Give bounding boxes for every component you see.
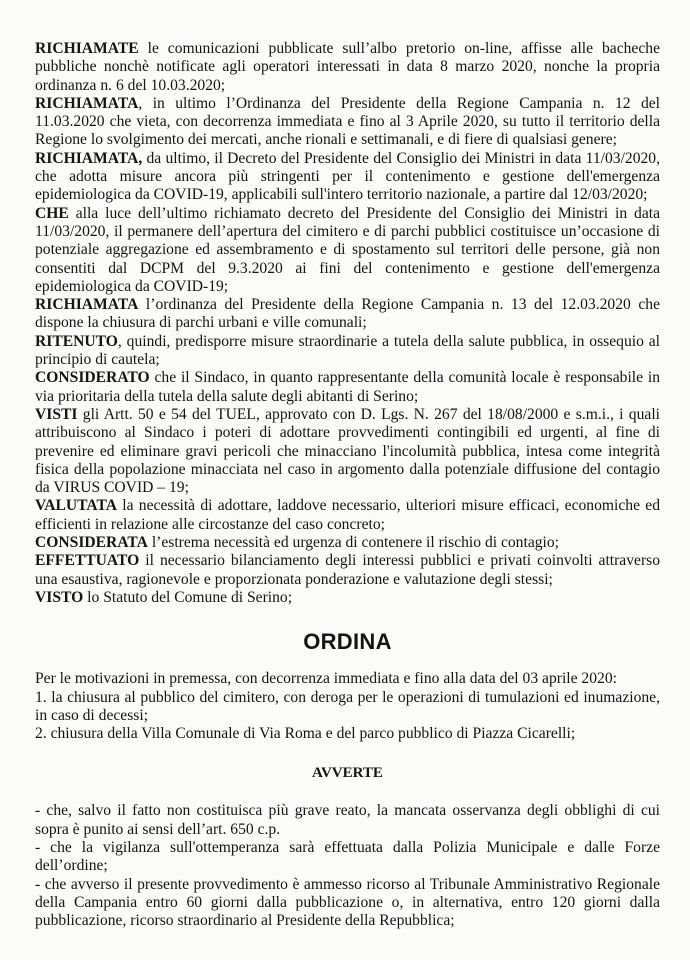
premise-keyword: RICHIAMATA [35,94,139,112]
premise-paragraph [35,552,660,589]
premise-keyword: CONSIDERATA [35,534,148,552]
premise-paragraph [35,296,660,333]
premise-paragraph [35,40,660,95]
premise-keyword: RITENUTO [35,332,118,350]
premise-keyword: RICHIAMATE [35,40,139,57]
premise-text: l’estrema necessità ed urgenza di contenere il rischio di contagio; [147,534,559,552]
premise-paragraph [35,534,660,552]
premise-paragraph [35,150,660,205]
order-item: 1. la chiusura al pubblico del cimitero, con deroga per le operazioni di tumulazioni ed inumazione, in caso di decessi; [35,688,660,724]
premise-text: alla luce dell’ultimo richiamato decreto del Presidente del Consiglio dei Ministri in data 11/03/2020, il permanere dell’apertura del cimitero e di parchi pubblici costituisce un’occasione di potenziale aggregazione ed assembramento e di spostamento sul territori delle persone, già non consentiti dal DCPM del 9.3.2020 ai fini del contenimento e gestione dell'emergenza epidemiologica da COVID-19; [35,204,660,295]
premise-paragraph [35,95,660,150]
warn-item: - che, salvo il fatto non costituisca più grave reato, la mancata osservanza degli obblighi di cui sopra è punito ai sensi dell’art. 650 c.p. [35,802,660,838]
premise-paragraph [35,333,660,370]
premise-paragraph [35,497,660,534]
premise-keyword: CONSIDERATO [35,369,150,387]
warn-item: - che la vigilanza sull'ottemperanza sarà effettuata dalla Polizia Municipale e dalle Forze dell’ordine; [35,838,660,875]
premise-text: , quindi, predisporre misure straordinarie a tutela della salute pubblica, in ossequio al principio di cautela; [35,332,660,369]
premise-paragraph [35,205,660,296]
premise-text: , in ultimo l’Ordinanza del Presidente della Regione Campania n. 12 del 11.03.2020 che vieta, con decorrenza immediata e fino al 3 Aprile 2020, su tutto il territorio della Regione lo svolgimento dei mercati, anche rionali e settimanali, e di fiere di qualsiasi genere; [35,94,660,149]
premise-text: la necessità di adottare, laddove necessario, ulteriori misure efficaci, economiche ed efficienti in relazione alle circostanze del caso concreto; [35,497,660,533]
order-section [35,670,660,743]
warn-item: - che avverso il presente provvedimento è ammesso ricorso al Tribunale Amministrativo Regionale della Campania entro 60 giorni dalla pubblicazione o, in alternativa, entro 120 giorni dalla pubblicazione, ricorso straordinario al Presidente della Repubblica; [35,875,660,930]
premise-text: da ultimo, il Decreto del Presidente del Consiglio dei Ministri in data 11/03/2020, che adotta misure ancora più stringenti per il contenimento e gestione dell'emergenza epidemiologica da COVID-19, applicabili sull'intero territorio nazionale, a partire dal 12/03/2020; [35,149,660,204]
premise-keyword: RICHIAMATA [35,296,139,314]
warns-heading: AVVERTE [312,765,383,782]
premises-section [35,40,660,607]
premise-paragraph [35,406,660,497]
premise-keyword: VISTO [35,588,84,606]
premise-text: il necessario bilanciamento degli interessi pubblici e privati coinvolti attraverso una esaustiva, ragionevole e proporzionata ponderazione e valutazione degli stessi; [35,552,660,588]
premise-keyword: VISTI [35,405,78,423]
premise-keyword: CHE [35,204,69,222]
premise-keyword: VALUTATA [35,497,118,515]
premise-text: le comunicazioni pubblicate sull’albo pretorio on-line, affisse alle bacheche pubbliche nonchè notificate agli operatori interessati in data 8 marzo 2020, nonche la propria ordinanza n. 6 del 10.03.2020; [35,40,660,94]
premise-keyword: RICHIAMATA, [35,149,143,167]
premise-text: che il Sindaco, in quanto rappresentante della comunità locale è responsabile in via prioritaria della tutela della salute degli abitanti di Serino; [35,369,660,405]
premise-text: gli Artt. 50 e 54 del TUEL, approvato con D. Lgs. N. 267 del 18/08/2000 e s.m.i., i quali attribuiscono al Sindaco i poteri di adottare provvedimenti contingibili ed urgenti, al fine di prevenire ed eliminare gravi pericoli che minacciano l'incolumità pubblica, intesa come integrità fisica della popolazione minacciata nel caso in argomento dalla potenziale diffusione del contagio da VIRUS COVID – 19; [35,405,660,497]
premise-paragraph [35,369,660,406]
premise-text: l’ordinanza del Presidente della Regione Campania n. 13 del 12.03.2020 che dispone la chiusura di parchi urbani e ville comunali; [35,296,660,332]
order-heading: ORDINA [303,629,392,655]
order-intro: Per le motivazioni in premessa, con decorrenza immediata e fino alla data del 03 aprile 2020: [35,670,617,688]
premise-text: lo Statuto del Comune di Serino; [83,588,293,606]
warns-section [35,802,660,930]
order-item: 2. chiusura della Villa Comunale di Via Roma e del parco pubblico di Piazza Cicarelli; [35,725,576,743]
premise-paragraph [35,589,660,607]
premise-keyword: EFFETTUATO [35,552,140,570]
